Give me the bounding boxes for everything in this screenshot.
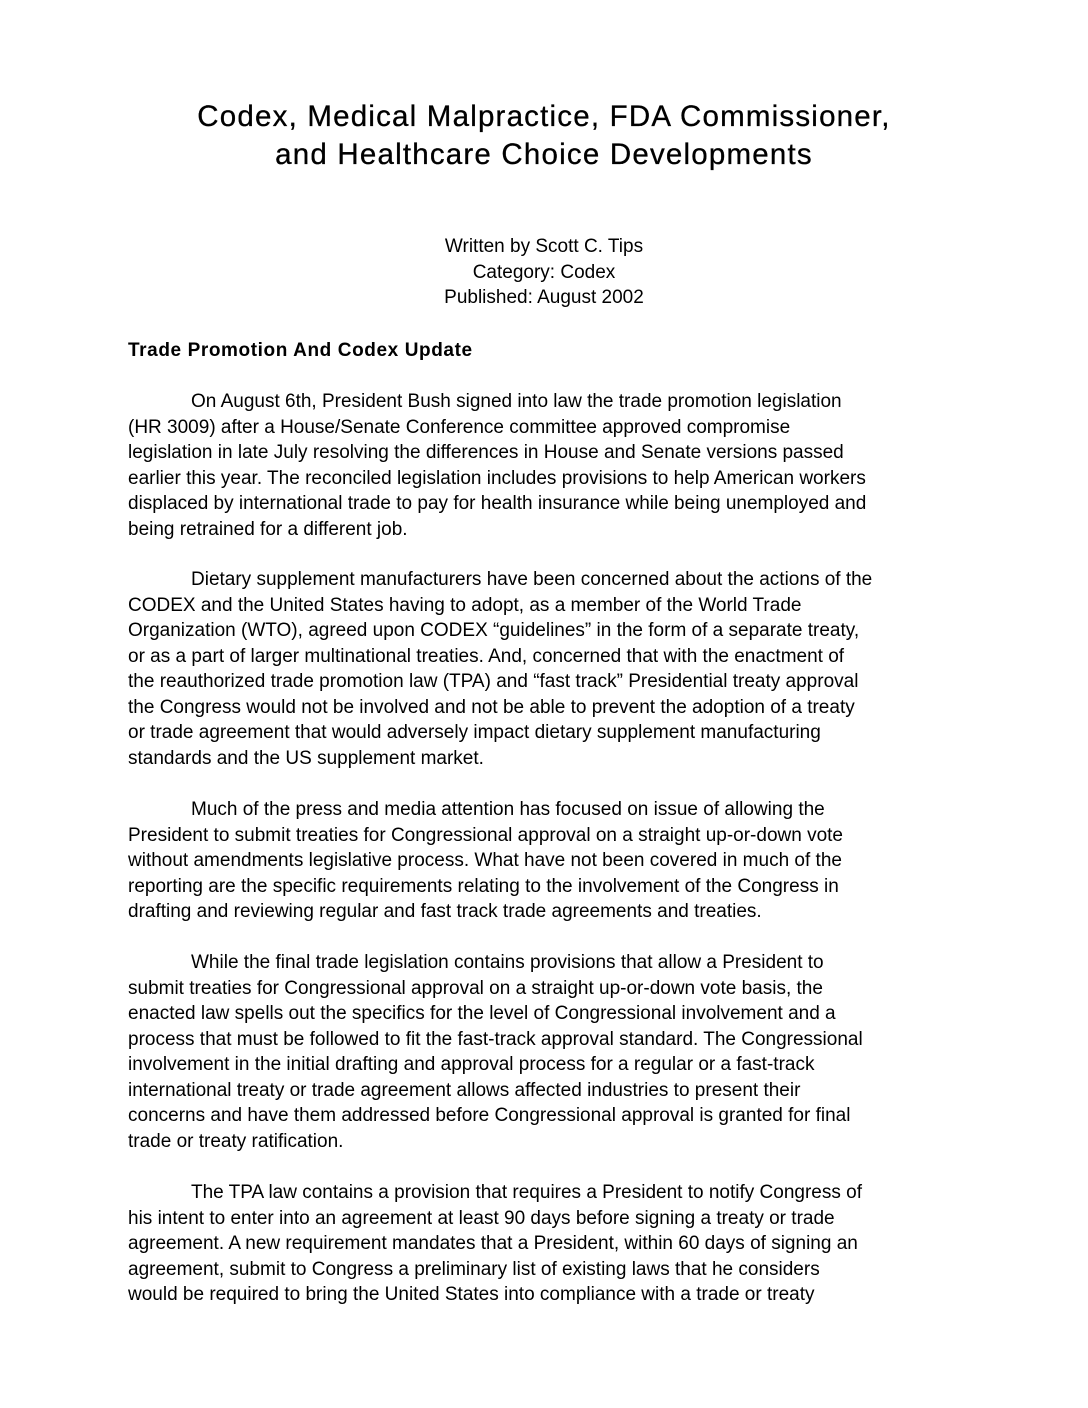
paragraph-line: agreement, submit to Congress a preliminary list of existing laws that he considers <box>128 1258 820 1280</box>
paragraph-line: or as a part of larger multinational treaties. And, concerned that with the enactment of <box>128 645 845 667</box>
paragraph-line: legislation in late July resolving the differences in House and Senate versions passed <box>128 442 844 463</box>
document-title <box>0 98 1088 174</box>
paragraph-line: drafting and reviewing regular and fast track trade agreements and treaties. <box>128 901 762 922</box>
paragraph-line: the reauthorized trade promotion law (TPA) and “fast track” Presidential treaty approval <box>128 671 859 692</box>
paragraph-line: trade or treaty ratification. <box>128 1130 344 1152</box>
paragraph-line: displaced by international trade to pay for health insurance while being unemployed and <box>128 493 867 514</box>
paragraph-line: would be required to bring the United States into compliance with a trade or treaty <box>128 1284 815 1305</box>
paragraph-line: Dietary supplement manufacturers have been concerned about the actions of the <box>191 569 873 590</box>
paragraph-line: reporting are the specific requirements relating to the involvement of the Congress in <box>128 875 839 897</box>
article-meta <box>0 234 1088 311</box>
title-line: Codex, Medical Malpractice, FDA Commissioner, <box>197 100 891 133</box>
paragraph-line: process that must be followed to fit the fast-track approval standard. The Congressional <box>128 1028 863 1050</box>
paragraph-line: (HR 3009) after a House/Senate Conference committee approved compromise <box>128 416 791 438</box>
paragraph-line: agreement. A new requirement mandates that a President, within 60 days of signing an <box>128 1233 858 1254</box>
paragraph-line: While the final trade legislation contains provisions that allow a President to <box>191 952 824 973</box>
paragraph-line: The TPA law contains a provision that requires a President to notify Congress of <box>191 1182 862 1203</box>
paragraph-line: Much of the press and media attention has focused on issue of allowing the <box>191 799 825 820</box>
paragraph-line: On August 6th, President Bush signed into law the trade promotion legislation <box>191 391 842 412</box>
paragraph-line: or trade agreement that would adversely impact dietary supplement manufacturing <box>128 722 821 743</box>
paragraph-line: earlier this year. The reconciled legislation includes provisions to help American workers <box>128 467 866 489</box>
paragraph <box>128 389 968 542</box>
paragraph-line: without amendments legislative process. What have not been covered in much of the <box>128 850 842 871</box>
paragraph <box>128 950 968 1154</box>
author-byline: Written by Scott C. Tips <box>444 236 644 257</box>
paragraph-line: concerns and have them addressed before Congressional approval is granted for final <box>128 1105 851 1126</box>
paragraph <box>128 567 968 771</box>
paragraph <box>128 797 968 925</box>
paragraph-line: involvement in the initial drafting and approval process for a regular or a fast-track <box>128 1054 815 1075</box>
paragraph-line: Organization (WTO), agreed upon CODEX “guidelines” in the form of a separate treaty, <box>128 620 860 641</box>
paragraph-line: international treaty or trade agreement allows affected industries to present their <box>128 1079 801 1101</box>
paragraph-line: CODEX and the United States having to adopt, as a member of the World Trade <box>128 594 802 616</box>
title-line: and Healthcare Choice Developments <box>275 138 813 171</box>
paragraph-line: submit treaties for Congressional approval on a straight up-or-down vote basis, the <box>128 977 823 999</box>
paragraph <box>128 1180 968 1308</box>
paragraph-line: being retrained for a different job. <box>128 518 408 540</box>
paragraph-line: President to submit treaties for Congressional approval on a straight up-or-down vote <box>128 824 843 846</box>
section-heading: Trade Promotion And Codex Update <box>128 340 473 361</box>
category-label: Category: Codex <box>472 261 616 283</box>
paragraph-line: his intent to enter into an agreement at least 90 days before signing a treaty or trade <box>128 1207 835 1229</box>
published-date: Published: August 2002 <box>444 287 644 308</box>
paragraph-line: standards and the US supplement market. <box>128 747 484 769</box>
paragraph-line: enacted law spells out the specifics for the level of Congressional involvement and a <box>128 1003 836 1024</box>
paragraph-line: the Congress would not be involved and not be able to prevent the adoption of a treaty <box>128 696 855 718</box>
